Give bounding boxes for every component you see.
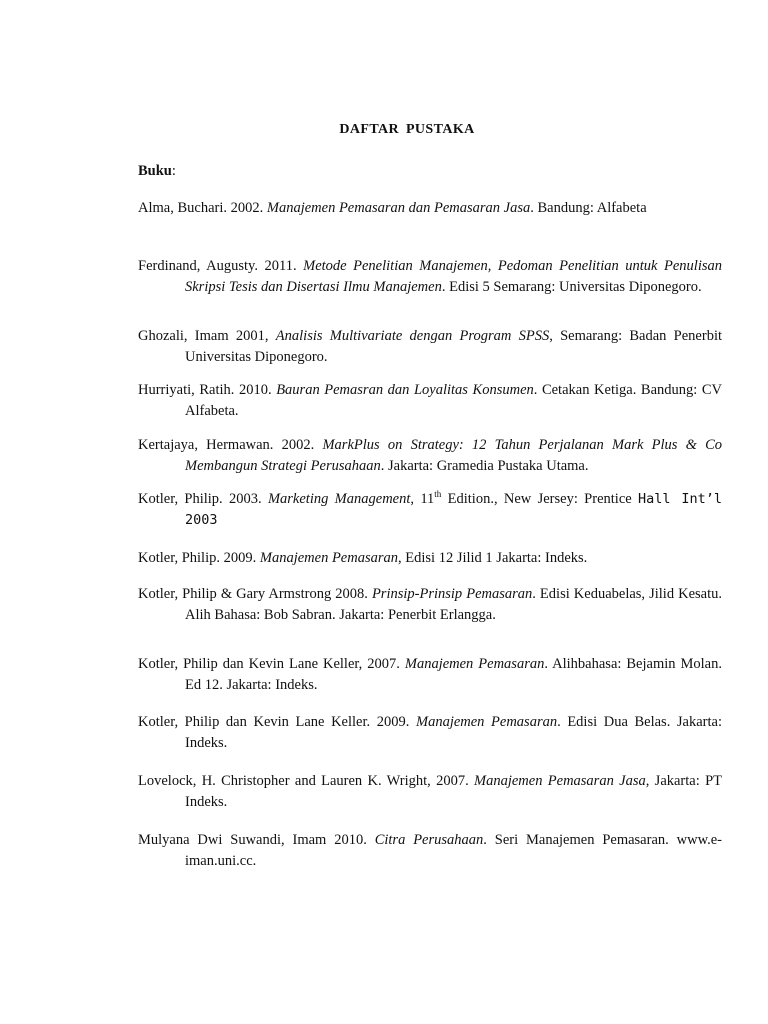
reference-title: Manajemen Pemasaran: [415, 714, 558, 730]
reference-entry: [138, 489, 722, 530]
page-title: DAFTAR PUSTAKA: [339, 122, 475, 137]
reference-title: Manajemen Pemasaran Jasa: [474, 773, 646, 789]
reference-publisher: . Alihbahasa: Bejamin Molan. Ed 12. Jakarta: Indeks.: [185, 656, 722, 693]
reference-author: Kotler, Philip & Gary Armstrong 2008.: [138, 586, 368, 602]
reference-title: Marketing Management: [267, 491, 411, 507]
reference-author: Kotler, Philip. 2009.: [138, 550, 257, 566]
reference-title: Analisis Multivariate dengan Program SPSS: [275, 328, 550, 344]
reference-edition-sup: th: [434, 489, 442, 500]
reference-publisher: . Edisi Dua Belas. Jakarta: Indeks.: [185, 714, 723, 751]
reference-title: Prinsip-Prinsip Pemasaran: [371, 586, 533, 602]
section-suffix: :: [171, 163, 176, 179]
reference-publisher: . Bandung: Alfabeta: [530, 200, 647, 216]
reference-publisher: , Jakarta: PT Indeks.: [185, 773, 722, 810]
reference-publisher-suffix: Hall Int’l 2003: [185, 491, 722, 528]
reference-publisher: . Edisi 5 Semarang: Universitas Diponegoro.: [441, 278, 702, 295]
reference-entry: [138, 256, 722, 297]
reference-edition: , 11: [410, 491, 435, 507]
section-heading: [138, 163, 176, 180]
reference-author: Ferdinand, Augusty. 2011.: [138, 258, 297, 274]
reference-author: Alma, Buchari. 2002.: [138, 200, 264, 216]
reference-publisher: , Edisi 12 Jilid 1 Jakarta: Indeks.: [398, 550, 588, 566]
reference-title: MarkPlus on Strategy: 12 Tahun Perjalanan Mark Plus & Co Membangun Strategi Perusahaan: [185, 437, 723, 474]
reference-title: Citra Perusahaan: [374, 832, 484, 848]
reference-publisher: . Cetakan Ketiga. Bandung: CV Alfabeta.: [185, 382, 722, 419]
reference-publisher: Edition., New Jersey: Prentice: [441, 491, 639, 507]
reference-entry: [138, 584, 722, 625]
reference-entry: [138, 435, 722, 476]
reference-author: Mulyana Dwi Suwandi, Imam 2010.: [138, 832, 367, 848]
reference-entry: [138, 326, 722, 367]
reference-title: Bauran Pemasran dan Loyalitas Konsumen: [276, 382, 534, 398]
reference-entry: [138, 654, 722, 695]
reference-entry: [138, 712, 722, 753]
reference-publisher: . Seri Manajemen Pemasaran. www.e-iman.uni.cc.: [185, 832, 722, 869]
reference-title: Metode Penelitian Manajemen, Pedoman Penelitian untuk Penulisan Skripsi Tesis dan Disertasi Ilmu Manajemen: [185, 258, 723, 295]
reference-author: Hurriyati, Ratih. 2010.: [138, 382, 272, 398]
reference-author: Ghozali, Imam 2001,: [138, 328, 269, 344]
reference-title: Manajemen Pemasaran: [404, 656, 545, 672]
reference-entry: [138, 198, 722, 219]
reference-entry: [138, 771, 722, 812]
reference-entry: [138, 548, 722, 569]
reference-author: Kertajaya, Hermawan. 2002.: [138, 437, 315, 453]
reference-author: Lovelock, H. Christopher and Lauren K. Wright, 2007.: [138, 773, 469, 789]
reference-author: Kotler, Philip dan Kevin Lane Keller. 2009.: [138, 714, 410, 730]
reference-title: Manajemen Pemasaran: [259, 550, 399, 566]
section-label: Buku: [138, 163, 172, 179]
reference-author: Kotler, Philip. 2003.: [138, 491, 268, 507]
reference-entry: [138, 830, 722, 871]
reference-publisher: . Edisi Keduabelas, Jilid Kesatu. Alih Bahasa: Bob Sabran. Jakarta: Penerbit Erlangga.: [185, 586, 723, 623]
reference-author: Kotler, Philip dan Kevin Lane Keller, 2007.: [138, 656, 400, 672]
reference-entry: [138, 380, 722, 421]
reference-publisher: . Jakarta: Gramedia Pustaka Utama.: [380, 457, 589, 474]
reference-publisher: , Semarang: Badan Penerbit Universitas Diponegoro.: [185, 328, 723, 365]
reference-title: Manajemen Pemasaran dan Pemasaran Jasa: [266, 200, 531, 216]
